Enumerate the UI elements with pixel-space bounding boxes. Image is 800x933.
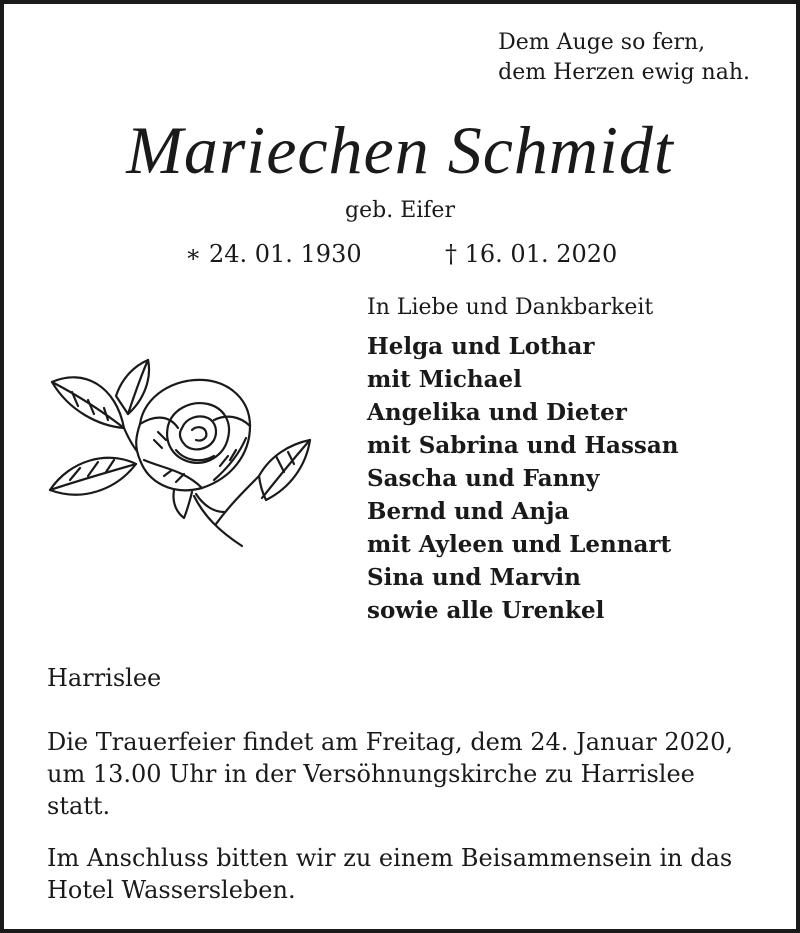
birth-name: geb. Eifer [345, 198, 455, 223]
family-member: sowie alle Urenkel [367, 597, 605, 624]
death-date: † 16. 01. 2020 [445, 240, 618, 268]
family-member: Angelika und Dieter [367, 399, 627, 426]
motto-line-2: dem Herzen ewig nah. [498, 60, 750, 85]
family-member: mit Sabrina und Hassan [367, 432, 679, 459]
family-member: mit Michael [367, 366, 522, 393]
motto-line-1: Dem Auge so fern, [498, 30, 706, 55]
funeral-service-text: Die Trauerfeier findet am Freitag, dem 24. Januar 2020, um 13.00 Uhr in der Versöhnungskirche zu Harrislee statt. [47, 728, 734, 820]
place-name: Harrislee [47, 664, 162, 692]
family-member: Sascha und Fanny [367, 465, 600, 492]
reception-text: Im Anschluss bitten wir zu einem Beisammensein in das Hotel Wassersleben. [47, 844, 733, 904]
deceased-name: Mariechen Schmidt [126, 112, 674, 188]
birth-date: ∗ 24. 01. 1930 [185, 240, 362, 268]
rose-icon [44, 356, 312, 552]
family-intro: In Liebe und Dankbarkeit [367, 295, 654, 320]
family-member: Sina und Marvin [367, 564, 581, 591]
family-member: mit Ayleen und Lennart [367, 531, 672, 558]
family-section [367, 292, 678, 627]
family-member: Helga und Lothar [367, 333, 595, 360]
motto [498, 28, 750, 88]
family-member: Bernd und Anja [367, 498, 570, 525]
family-members-list [367, 330, 678, 627]
